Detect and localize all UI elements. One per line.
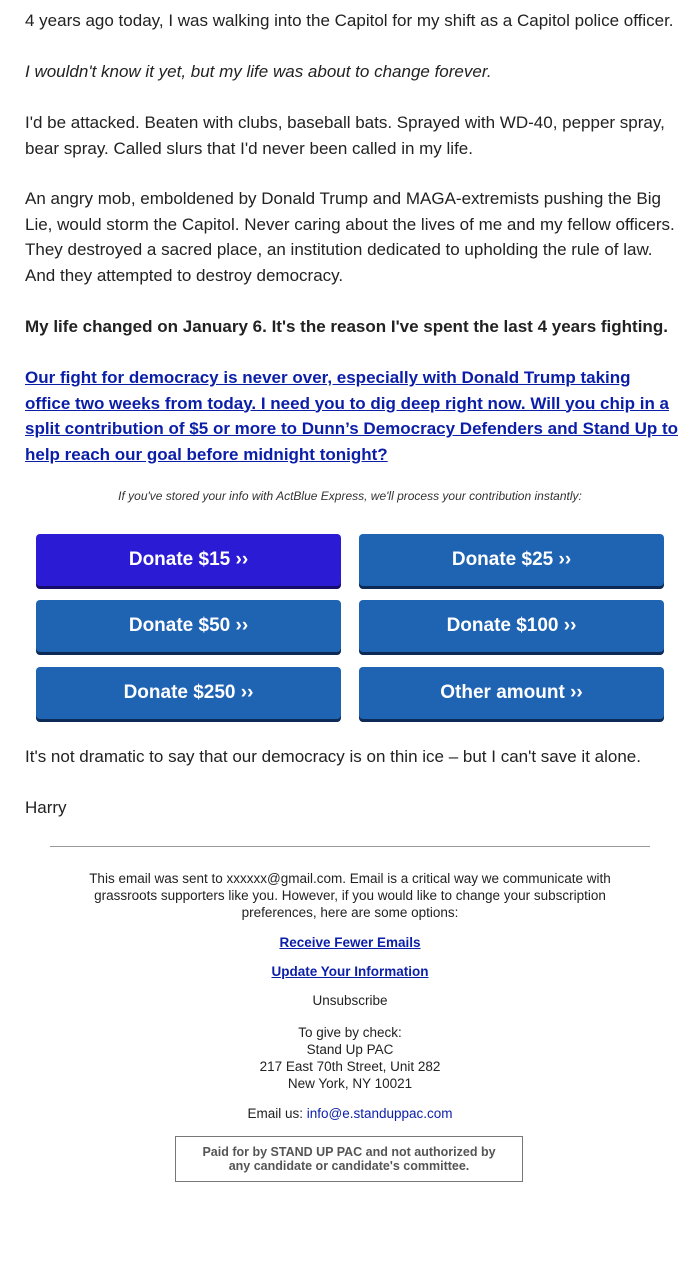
donate-25-button[interactable]: Donate $25 ›› — [359, 534, 664, 586]
other-amount-button[interactable]: Other amount ›› — [359, 667, 664, 719]
paragraph-bold-statement: My life changed on January 6. It's the reason I've spent the last 4 years fighting. — [25, 317, 668, 336]
paragraph-change: I wouldn't know it yet, but my life was about to change forever. — [25, 62, 492, 81]
donation-ask-link[interactable]: Our fight for democracy is never over, especially with Donald Trump taking office two weeks from today. I need you to dig deep right now. Will you chip in a split contribution of $5 or more to Dunn’s Democracy Defenders and Stand Up to help reach our goal before midnight tonight? — [25, 368, 678, 464]
footer-email-line — [75, 1105, 625, 1122]
unsubscribe-link[interactable]: Unsubscribe — [312, 993, 388, 1008]
donate-250-button[interactable]: Donate $250 ›› — [36, 667, 341, 719]
donate-15-button[interactable]: Donate $15 ›› — [36, 534, 341, 586]
paragraph-attacked: I'd be attacked. Beaten with clubs, baseball bats. Sprayed with WD-40, pepper spray, bear spray. Called slurs that I'd never been called in my life. — [25, 113, 665, 158]
mailing-address — [75, 1024, 625, 1092]
org-name: Stand Up PAC — [306, 1042, 394, 1057]
contact-email-link[interactable]: info@e.standuppac.com — [306, 1106, 453, 1121]
email-label: Email us: — [247, 1106, 303, 1121]
donate-50-button[interactable]: Donate $50 ›› — [36, 600, 341, 652]
street-address: 217 East 70th Street, Unit 282 — [259, 1059, 441, 1074]
signoff: Harry — [25, 798, 67, 817]
actblue-note: If you've stored your info with ActBlue Express, we'll process your contribution instantly: — [118, 489, 582, 503]
paragraph-mob: An angry mob, emboldened by Donald Trump and MAGA-extremists pushing the Big Lie, would storm the Capitol. Never caring about the lives of me and my fellow officers. They destroyed a sacred place, an institution dedicated to upholding the rule of law. And they attempted to destroy democracy. — [25, 189, 675, 285]
paragraph-thin-ice: It's not dramatic to say that our democracy is on thin ice – but I can't save it alone. — [25, 747, 641, 766]
paragraph-intro: 4 years ago today, I was walking into the Capitol for my shift as a Capitol police officer. — [25, 11, 674, 30]
receive-fewer-emails-link[interactable]: Receive Fewer Emails — [279, 935, 421, 950]
paid-for-disclaimer: Paid for by STAND UP PAC and not authorized by any candidate or candidate's committee. — [175, 1136, 523, 1182]
footer-divider — [50, 846, 650, 847]
check-label: To give by check: — [298, 1025, 402, 1040]
update-information-link[interactable]: Update Your Information — [271, 964, 429, 979]
city-address: New York, NY 10021 — [287, 1076, 413, 1091]
donate-100-button[interactable]: Donate $100 ›› — [359, 600, 664, 652]
footer-sent-notice: This email was sent to xxxxxx@gmail.com. Email is a critical way we communicate with grassroots supporters like you. However, if you would like to change your subscription preferences, here are some options: — [89, 871, 611, 920]
